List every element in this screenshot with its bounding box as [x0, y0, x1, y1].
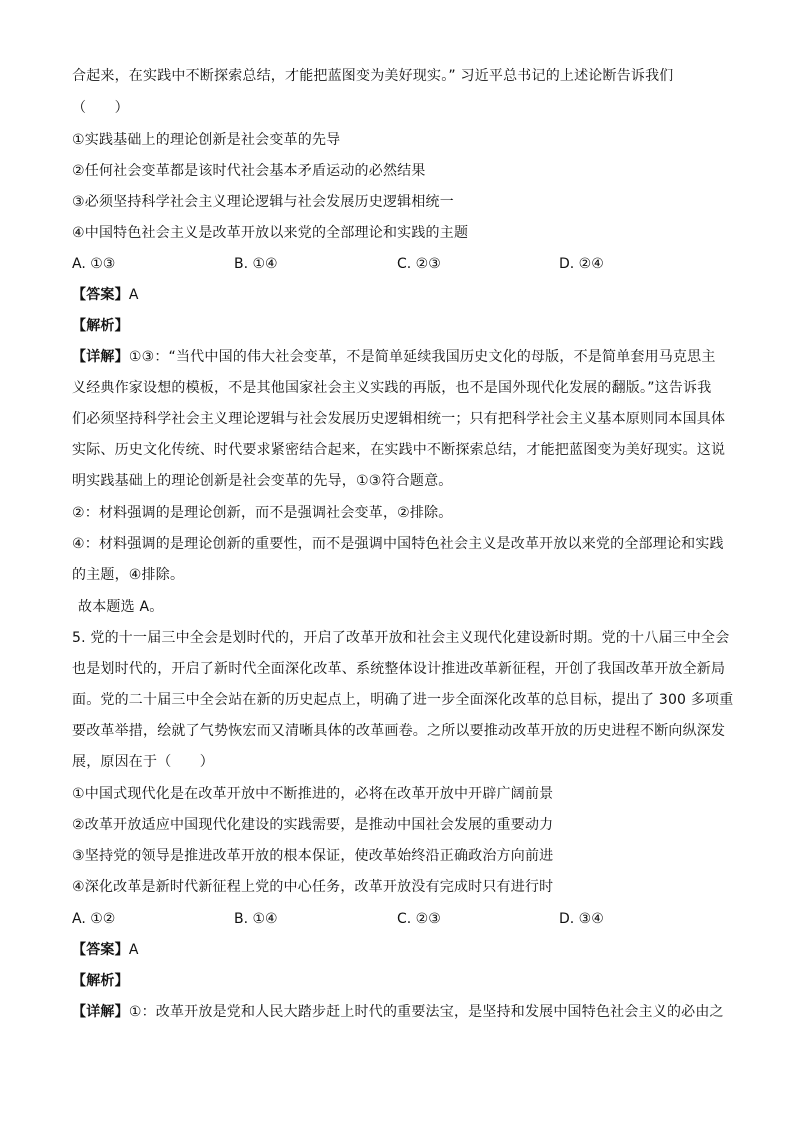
q4-detail-line-2: 义经典作家设想的模板，不是其他国家社会主义实践的再版，也不是国外现代化发展的翻版。”这告诉我 [72, 380, 712, 396]
q5-detail-line-1 [72, 1002, 722, 1022]
q5-options [72, 909, 722, 929]
q4-statement-3: ③必须坚持科学社会主义理论逻辑与社会发展历史逻辑相统一 [72, 194, 454, 210]
q5-option-b: B. ①④ [234, 911, 278, 927]
q4-analysis-label: 【解析】 [72, 318, 129, 334]
q5-stem-line-2: 也是划时代的，开启了新时代全面深化改革、系统整体设计推进改革新征程，开创了我国改革开放全新局 [72, 661, 726, 677]
q5-stem-line-4: 要改革举措，绘就了气势恢宏而又清晰具体的改革画卷。之所以要推动改革开放的历史进程不断向纵深发 [72, 723, 726, 739]
q5-option-d: D. ③④ [559, 911, 604, 927]
q5-analysis-heading [72, 971, 722, 991]
q4-detail-line-4: 实际、历史文化传统、时代要求紧密结合起来，在实践中不断探索总结，才能把蓝图变为美好现实。这说 [72, 442, 726, 458]
q4-detail-text-1: ①③：“当代中国的伟大社会变革，不是简单延续我国历史文化的母版，不是简单套用马克思主 [128, 349, 716, 365]
q4-analysis-heading [72, 316, 722, 336]
q5-detail-text-1: ①：改革开放是党和人民大踏步赶上时代的重要法宝，是坚持和发展中国特色社会主义的必由之 [128, 1004, 724, 1020]
q4-note-4-line-2: 的主题，④排除。 [72, 567, 185, 583]
q4-note-2: ②：材料强调的是理论创新，而不是强调社会变革，②排除。 [72, 505, 453, 521]
q4-detail-line-1 [72, 347, 722, 367]
q4-option-a: A. ①③ [72, 256, 116, 272]
q4-answer-label: 【答案】 [72, 287, 129, 303]
q5-analysis-label: 【解析】 [72, 973, 129, 989]
q4-options [72, 254, 722, 274]
q5-stem-line-1: 5. 党的十一届三中全会是划时代的，开启了改革开放和社会主义现代化建设新时期。党的十八届三中全会 [72, 630, 730, 646]
q4-option-b: B. ①④ [234, 256, 278, 272]
q4-answer-value: A [128, 287, 139, 303]
q4-option-d: D. ②④ [559, 256, 604, 272]
q5-answer-label: 【答案】 [72, 942, 129, 958]
q4-statement-4: ④中国特色社会主义是改革开放以来党的全部理论和实践的主题 [72, 225, 469, 241]
q4-stem-tail: 合起来，在实践中不断探索总结，才能把蓝图变为美好现实。” 习近平总书记的上述论断告诉我们 [72, 68, 674, 84]
q4-detail-line-3: 们必须坚持科学社会主义理论逻辑与社会发展历史逻辑相统一；只有把科学社会主义基本原则同本国具体 [72, 411, 726, 427]
q5-option-a: A. ①② [72, 911, 116, 927]
q5-stem-line-5: 展，原因在于（ ） [72, 754, 214, 770]
q4-note-4-line-1: ④：材料强调的是理论创新的重要性，而不是强调中国特色社会主义是改革开放以来党的全部理论和实践 [72, 536, 724, 552]
q5-statement-4: ④深化改革是新时代新征程上党的中心任务，改革开放没有完成时只有进行时 [72, 879, 554, 895]
q5-option-c: C. ②③ [397, 911, 441, 927]
q4-detail-line-5: 明实践基础上的理论创新是社会变革的先导，①③符合题意。 [72, 473, 453, 489]
q5-answer-value: A [128, 942, 139, 958]
q5-answer [72, 940, 722, 960]
q5-stem-line-3: 面。党的二十届三中全会站在新的历史起点上，明确了进一步全面深化改革的总目标，提出了 300 多项重 [72, 692, 734, 708]
q5-statement-2: ②改革开放适应中国现代化建设的实践需要，是推动中国社会发展的重要动力 [72, 817, 554, 833]
q5-statement-3: ③坚持党的领导是推进改革开放的根本保证，使改革始终沿正确政治方向前进 [72, 848, 554, 864]
q4-answer [72, 285, 722, 305]
q4-statement-1: ①实践基础上的理论创新是社会变革的先导 [72, 132, 341, 148]
q4-conclusion: 故本题选 A。 [78, 599, 164, 615]
q4-detail-label: 【详解】 [72, 349, 129, 365]
q4-option-c: C. ②③ [397, 256, 441, 272]
q4-statement-2: ②任何社会变革都是该时代社会基本矛盾运动的必然结果 [72, 163, 426, 179]
q5-statement-1: ①中国式现代化是在改革开放中不断推进的，必将在改革开放中开辟广阔前景 [72, 786, 554, 802]
q4-answer-paren: （ ） [72, 100, 129, 116]
q5-detail-label: 【详解】 [72, 1004, 129, 1020]
